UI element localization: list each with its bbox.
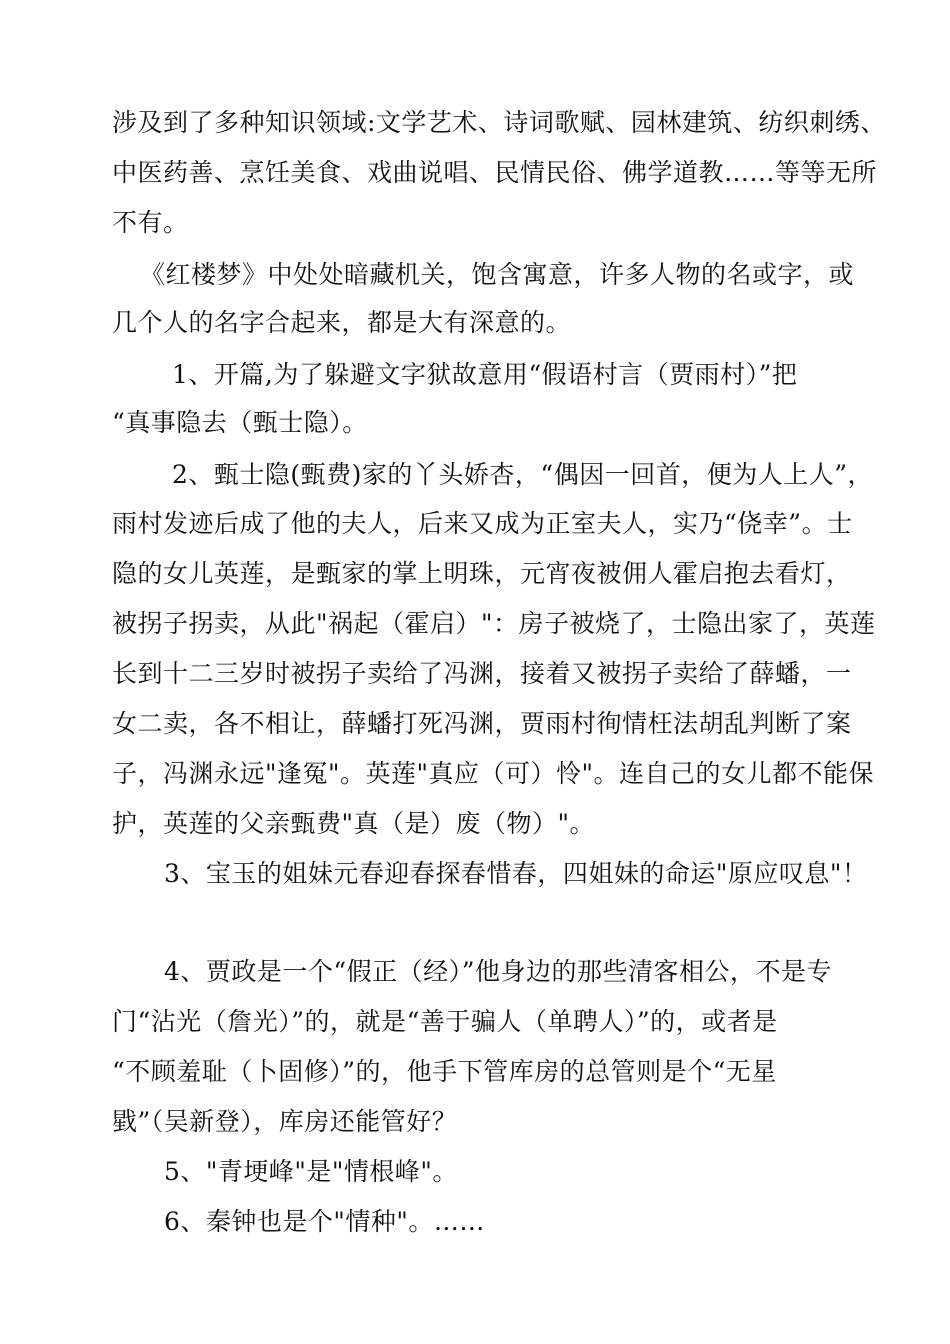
text-line: 戥”（吴新登），库房还能管好？ — [112, 1107, 458, 1136]
text-line: “不顾羞耻（卜固修）”的，他手下管库房的总管则是个“无星 — [112, 1057, 777, 1086]
text-line: 长到十二三岁时被拐子卖给了冯渊，接着又被拐子卖给了薛蟠，一 — [112, 659, 852, 688]
text-line: 5、"青埂峰"是"情根峰"。 — [164, 1157, 458, 1186]
text-line: 2、甄士隐(甄费)家的丫头娇杏，“偶因一回首，便为人上人”， — [172, 460, 873, 489]
text-line: 被拐子拐卖，从此"祸起（霍启）"：房子被烧了，士隐出家了，英莲 — [112, 609, 876, 638]
text-line: 雨村发迹后成了他的夫人，后来又成为正室夫人，实乃“侥幸”。士 — [112, 509, 853, 538]
text-line: “真事隐去（甄士隐）。 — [112, 408, 368, 437]
text-line: 不有。 — [112, 208, 189, 237]
text-line: 《红楼梦》中处处暗藏机关，饱含寓意，许多人物的名或字，或 — [140, 260, 855, 289]
text-line: 中医药善、烹饪美食、戏曲说唱、民情民俗、佛学道教……等等无所 — [112, 158, 878, 187]
text-line: 子，冯渊永远"逢冤"。英莲"真应（可）怜"。连自己的女儿都不能保 — [112, 759, 874, 788]
text-line: 几个人的名字合起来，都是大有深意的。 — [112, 308, 572, 337]
text-line: 1、开篇,为了躲避文字狱故意用“假语村言（贾雨村）”把 — [172, 360, 798, 389]
text-line: 门“沾光（詹光）”的，就是“善于骗人（单聘人）”的，或者是 — [112, 1007, 778, 1036]
text-line: 4、贾政是一个“假正（经）”他身边的那些清客相公，不是专 — [164, 957, 832, 986]
text-line: 涉及到了多种知识领域:文学艺术、诗词歌赋、园林建筑、纺织刺绣、 — [112, 108, 886, 137]
text-line: 护，英莲的父亲甄费"真（是）废（物）"。 — [112, 809, 595, 838]
text-line: 隐的女儿英莲，是甄家的掌上明珠，元宵夜被佣人霍启抱去看灯， — [112, 559, 852, 588]
text-line: 3、宝玉的姐妹元春迎春探春惜春，四姐妹的命运"原应叹息"！ — [164, 859, 868, 888]
text-line: 6、秦钟也是个"情种"。…… — [164, 1207, 485, 1236]
text-line: 女二卖，各不相让，薛蟠打死冯渊，贾雨村徇情枉法胡乱判断了案 — [112, 709, 852, 738]
